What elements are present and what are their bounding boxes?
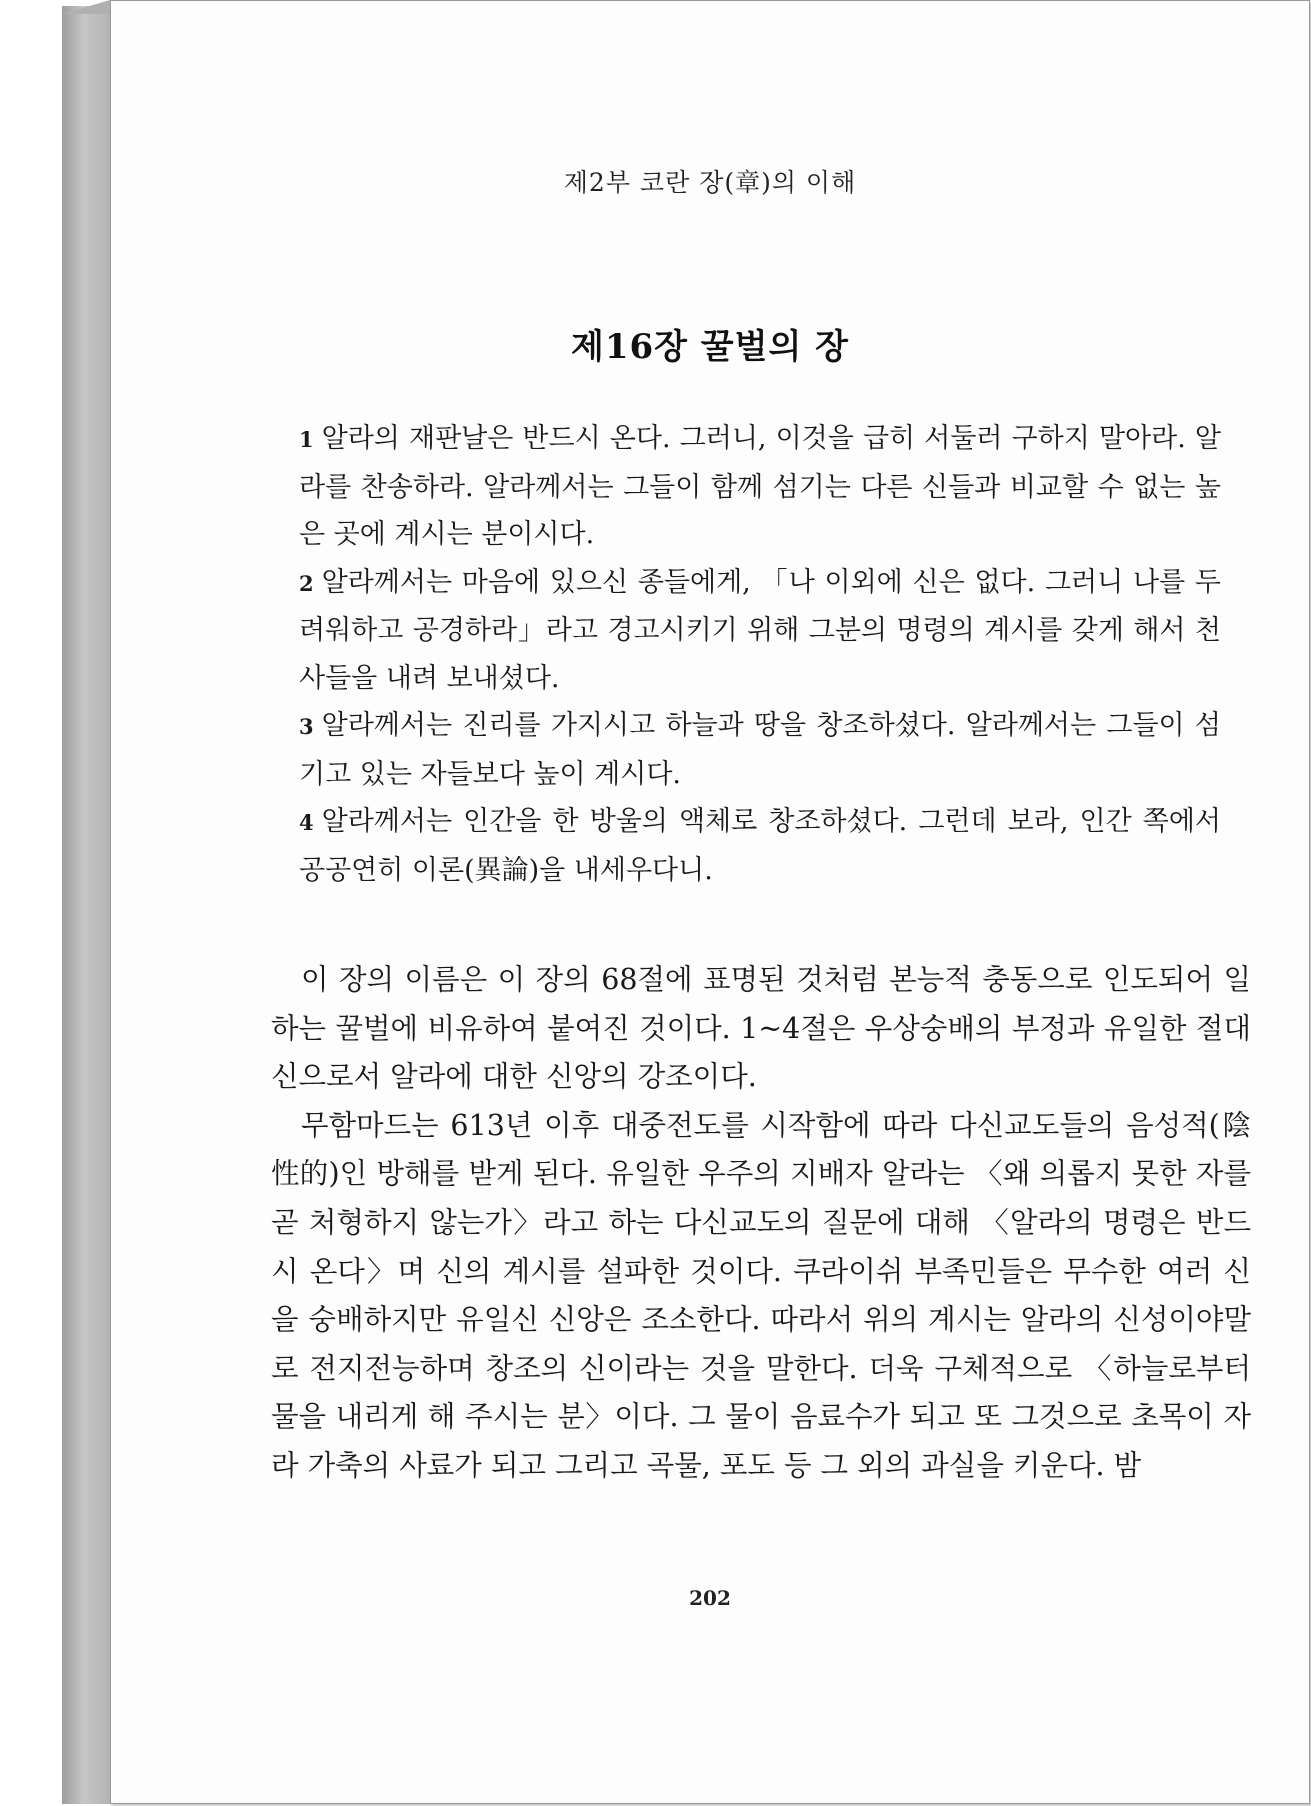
verse xyxy=(299,559,1221,703)
verse xyxy=(299,798,1221,894)
verse xyxy=(299,415,1221,559)
page xyxy=(110,0,1310,1804)
verse-number: 3 xyxy=(299,714,314,739)
verse-number: 1 xyxy=(299,427,314,452)
commentary-paragraph: 무함마드는 613년 이후 대중전도를 시작함에 따라 다신교도들의 음성적(陰性的)인 방해를 받게 된다. 유일한 우주의 지배자 알라는 〈왜 의롭지 못한 자를 곧 처형하지 않는가〉라고 하는 다신교도의 질문에 대해 〈알라의 명령은 반드시 온다〉며 신의 계시를 설파한 것이다. 쿠라이쉬 부족민들은 무수한 여러 신을 숭배하지만 유일신 신앙은 조소한다. 따라서 위의 계시는 알라의 신성이야말로 전지전능하며 창조의 신이라는 것을 말한다. 더욱 구체적으로 〈하늘로부터 물을 내리게 해 주시는 분〉이다. 그 물이 음료수가 되고 또 그것으로 초목이 자라 가축의 사료가 되고 그리고 곡물, 포도 등 그 외의 과실을 키운다. 밤 xyxy=(271,1108,1251,1482)
verse-text: 알라께서는 인간을 한 방울의 액체로 창조하셨다. 그런데 보라, 인간 쪽에서 공공연히 이론(異論)을 내세우다니. xyxy=(299,806,1221,886)
verse xyxy=(299,702,1221,798)
commentary-paragraph: 이 장의 이름은 이 장의 68절에 표명된 것처럼 본능적 충동으로 인도되어 일하는 꿀벌에 비유하여 붙여진 것이다. 1~4절은 우상숭배의 부정과 유일한 절대신으로서 알라에 대한 신앙의 강조이다. xyxy=(271,963,1251,1094)
running-head: 제2부 코란 장(章)의 이해 xyxy=(563,168,857,197)
chapter-title: 제16장 꿀벌의 장 xyxy=(570,327,850,367)
verse-number: 2 xyxy=(299,570,314,596)
book-spine xyxy=(62,6,110,1804)
verse-text: 알라께서는 마음에 있으신 종들에게, 「나 이외에 신은 없다. 그러니 나를 두려워하고 공경하라」라고 경고시키기 위해 그분의 명령의 계시를 갖게 해서 천사들을 내려 보내셨다. xyxy=(299,566,1221,694)
page-number: 202 xyxy=(689,1586,731,1610)
verse-text: 알라께서는 진리를 가지시고 하늘과 땅을 창조하셨다. 알라께서는 그들이 섬기고 있는 자들보다 높이 계시다. xyxy=(299,710,1221,790)
book-spine-top xyxy=(62,0,110,14)
verse-text: 알라의 재판날은 반드시 온다. 그러니, 이것을 급히 서둘러 구하지 말아라. 알라를 찬송하라. 알라께서는 그들이 함께 섬기는 다른 신들과 비교할 수 없는 높은 곳에 계시는 분이시다. xyxy=(299,423,1221,550)
verse-number: 4 xyxy=(299,810,314,835)
verse-block xyxy=(299,415,1221,894)
commentary xyxy=(271,956,1251,1491)
